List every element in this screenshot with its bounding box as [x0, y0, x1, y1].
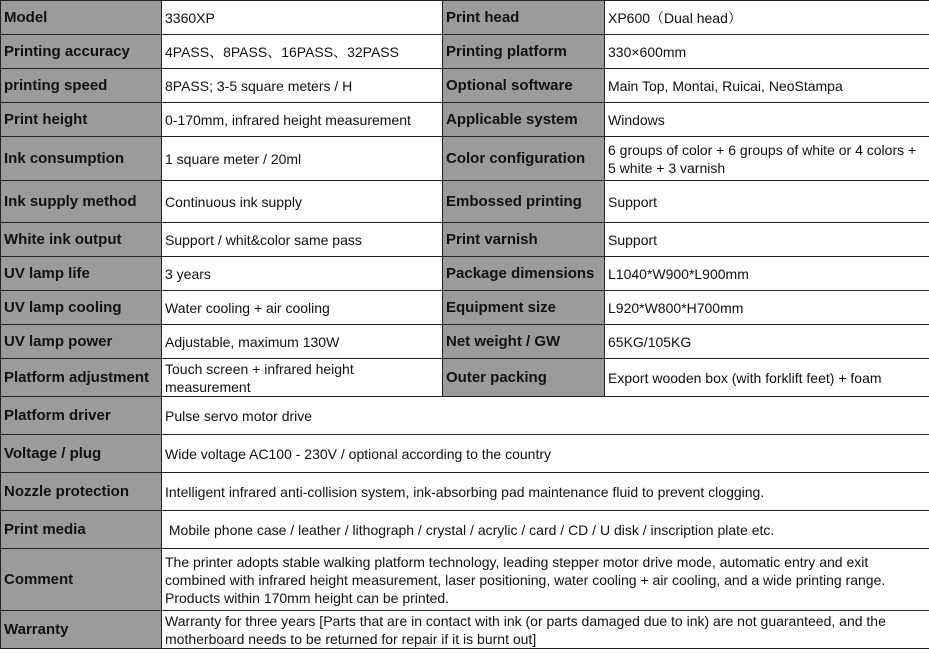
value-net-weight: 65KG/105KG [605, 325, 929, 359]
value-print-varnish: Support [605, 223, 929, 257]
label-white-ink-output: White ink output [1, 223, 162, 257]
value-platform-driver: Pulse servo motor drive [162, 397, 929, 435]
value-comment: The printer adopts stable walking platform technology, leading stepper motor drive mode, automatic entry and exit combined with infrared height measurement, laser positioning, water cooling + air cooling, and a wide printing range. Products within 170mm height can be printed. [162, 549, 929, 611]
label-platform-driver: Platform driver [1, 397, 162, 435]
spec-row-nozzle-protection [1, 473, 929, 511]
value-print-height: 0-170mm, infrared height measurement [162, 103, 443, 137]
value-package-dimensions: L1040*W900*L900mm [605, 257, 929, 291]
value-white-ink-output: Support / whit&color same pass [162, 223, 443, 257]
label-uv-lamp-life: UV lamp life [1, 257, 162, 291]
spec-row-platform-adjustment [1, 359, 929, 397]
spec-row-uv-lamp-life [1, 257, 929, 291]
label-equipment-size: Equipment size [443, 291, 605, 325]
spec-row-printing-accuracy [1, 35, 929, 69]
value-outer-packing: Export wooden box (with forklift feet) + foam [605, 359, 929, 397]
label-warranty: Warranty [1, 611, 162, 649]
label-printing-accuracy: Printing accuracy [1, 35, 162, 69]
label-print-varnish: Print varnish [443, 223, 605, 257]
label-ink-consumption: Ink consumption [1, 137, 162, 181]
label-nozzle-protection: Nozzle protection [1, 473, 162, 511]
spec-row-model [1, 1, 929, 35]
label-printing-speed: printing speed [1, 69, 162, 103]
spec-row-white-ink-output [1, 223, 929, 257]
spec-row-ink-consumption [1, 137, 929, 181]
value-uv-lamp-life: 3 years [162, 257, 443, 291]
value-model: 3360XP [162, 1, 443, 35]
spec-row-warranty [1, 611, 929, 649]
label-applicable-system: Applicable system [443, 103, 605, 137]
label-printing-platform: Printing platform [443, 35, 605, 69]
label-print-head: Print head [443, 1, 605, 35]
value-print-media: Mobile phone case / leather / lithograph / crystal / acrylic / card / CD / U disk / inscription plate etc. [162, 511, 929, 549]
spec-row-ink-supply-method [1, 181, 929, 223]
label-voltage-plug: Voltage / plug [1, 435, 162, 473]
label-uv-lamp-cooling: UV lamp cooling [1, 291, 162, 325]
label-platform-adjustment: Platform adjustment [1, 359, 162, 397]
label-ink-supply-method: Ink supply method [1, 181, 162, 223]
spec-row-comment [1, 549, 929, 611]
value-nozzle-protection: Intelligent infrared anti-collision system, ink-absorbing pad maintenance fluid to prevent clogging. [162, 473, 929, 511]
value-uv-lamp-power: Adjustable, maximum 130W [162, 325, 443, 359]
label-print-media: Print media [1, 511, 162, 549]
spec-row-uv-lamp-cooling [1, 291, 929, 325]
label-comment: Comment [1, 549, 162, 611]
value-equipment-size: L920*W800*H700mm [605, 291, 929, 325]
spec-row-print-height [1, 103, 929, 137]
label-net-weight: Net weight / GW [443, 325, 605, 359]
value-voltage-plug: Wide voltage AC100 - 230V / optional according to the country [162, 435, 929, 473]
spec-row-print-media [1, 511, 929, 549]
label-color-configuration: Color configuration [443, 137, 605, 181]
spec-row-platform-driver [1, 397, 929, 435]
value-print-head: XP600（Dual head） [605, 1, 929, 35]
value-printing-accuracy: 4PASS、8PASS、16PASS、32PASS [162, 35, 443, 69]
value-applicable-system: Windows [605, 103, 929, 137]
label-outer-packing: Outer packing [443, 359, 605, 397]
value-ink-supply-method: Continuous ink supply [162, 181, 443, 223]
value-embossed-printing: Support [605, 181, 929, 223]
value-uv-lamp-cooling: Water cooling + air cooling [162, 291, 443, 325]
label-optional-software: Optional software [443, 69, 605, 103]
label-print-height: Print height [1, 103, 162, 137]
value-warranty: Warranty for three years [Parts that are in contact with ink (or parts damaged due to ink) are not guaranteed, and the motherboard needs to be returned for repair if it is burnt out] [162, 611, 929, 649]
value-color-configuration: 6 groups of color + 6 groups of white or 4 colors + 5 white + 3 varnish [605, 137, 929, 181]
spec-row-uv-lamp-power [1, 325, 929, 359]
value-optional-software: Main Top, Montai, Ruicai, NeoStampa [605, 69, 929, 103]
label-model: Model [1, 1, 162, 35]
value-printing-platform: 330×600mm [605, 35, 929, 69]
label-package-dimensions: Package dimensions [443, 257, 605, 291]
value-printing-speed: 8PASS; 3-5 square meters / H [162, 69, 443, 103]
label-uv-lamp-power: UV lamp power [1, 325, 162, 359]
value-ink-consumption: 1 square meter / 20ml [162, 137, 443, 181]
value-platform-adjustment: Touch screen + infrared height measurement [162, 359, 443, 397]
label-embossed-printing: Embossed printing [443, 181, 605, 223]
spec-row-voltage-plug [1, 435, 929, 473]
spec-row-printing-speed [1, 69, 929, 103]
